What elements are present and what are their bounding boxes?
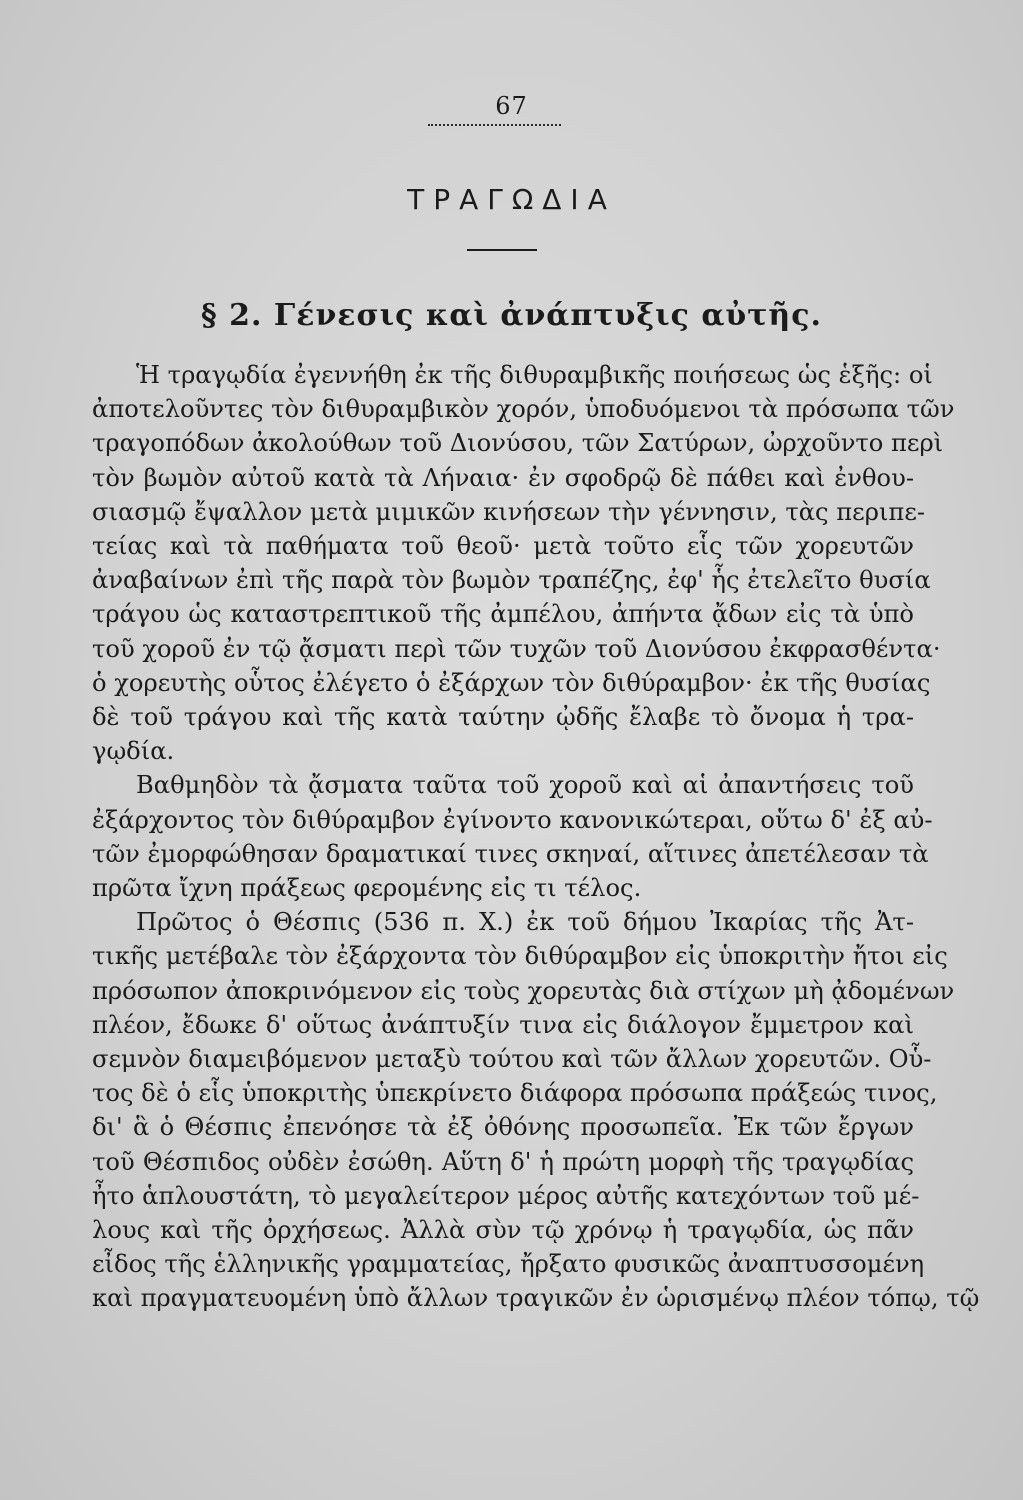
text-line: γῳδία. xyxy=(92,737,175,766)
text-line: ἀποτελοῦντες τὸν διθυραμβικὸν χορόν, ὑποδυόμενοι τὰ πρόσωπα τῶν xyxy=(92,395,955,424)
text-line: τῶν ἐμορφώθησαν δραματικαί τινες σκηναί, αἵτινες ἀπετέλεσαν τὰ xyxy=(92,839,929,868)
text-line: εἶδος τῆς ἑλληνικῆς γραμματείας, ἤρξατο φυσικῶς ἀναπτυσσομένη xyxy=(92,1250,925,1279)
text-line: τείας καὶ τὰ παθήματα τοῦ θεοῦ· μετὰ τοῦτο εἷς τῶν χορευτῶν xyxy=(92,532,914,561)
text-line: δὲ τοῦ τράγου καὶ τῆς κατὰ ταύτην ᾠδῆς ἔλαβε τὸ ὄνομα ἡ τρα- xyxy=(92,703,914,732)
body-text xyxy=(92,358,980,1316)
text-line: ἀναβαίνων ἐπὶ τῆς παρὰ τὸν βωμὸν τραπέζης, ἐφ' ἧς ἐτελεῖτο θυσία xyxy=(92,566,931,595)
text-line: ὁ χορευτὴς οὗτος ἐλέγετο ὁ ἐξάρχων τὸν διθύραμβον· ἐκ τῆς θυσίας xyxy=(92,668,931,697)
text-line: ἦτο ἁπλουστάτη, τὸ μεγαλείτερον μέρος αὐτῆς κατεχόντων τοῦ μέ- xyxy=(92,1181,920,1210)
text-line: Ἡ τραγῳδία ἐγεννήθη ἐκ τῆς διθυραμβικῆς ποιήσεως ὡς ἑξῆς: οἱ xyxy=(136,361,933,389)
text-line: τοῦ χοροῦ ἐν τῷ ᾄσματι περὶ τῶν τυχῶν τοῦ Διονύσου ἐκφρασθέντα· xyxy=(92,634,941,663)
text-line: σεμνὸν διαμειβόμενον μεταξὺ τούτου καὶ τῶν ἄλλων χορευτῶν. Οὗ- xyxy=(92,1045,932,1074)
section-heading: § 2. Γένεσις καὶ ἀνάπτυξις αὐτῆς. xyxy=(201,298,822,333)
text-line: ἐξάρχοντος τὸν διθύραμβον ἐγίνοντο κανονικώτεραι, οὕτω δ' ἐξ αὐ- xyxy=(92,805,933,834)
text-line: τραγοπόδων ἀκολούθων τοῦ Διονύσου, τῶν Σατύρων, ὠρχοῦντο περὶ xyxy=(92,429,944,458)
chapter-title: ΤΡΑΓΩΔΙΑ xyxy=(407,183,616,216)
text-line: τος δὲ ὁ εἷς ὑποκριτὴς ὑπεκρίνετο διάφορα πρόσωπα πράξεώς τινος, xyxy=(92,1079,938,1108)
text-line: πρῶτα ἴχνη πράξεως φερομένης εἰς τι τέλος. xyxy=(92,874,642,903)
text-line: Πρῶτος ὁ Θέσπις (536 π. Χ.) ἐκ τοῦ δήμου Ἰκαρίας τῆς Ἀτ- xyxy=(136,908,914,937)
text-line: τὸν βωμὸν αὐτοῦ κατὰ τὰ Λήναια· ἐν σφοδρῷ δὲ πάθει καὶ ἐνθου- xyxy=(92,463,914,492)
page-number: 67 xyxy=(495,92,528,120)
text-line: πλέον, ἔδωκε δ' οὕτως ἀνάπτυξίν τινα εἰς διάλογον ἔμμετρον καὶ xyxy=(92,1010,914,1039)
text-line: τοῦ Θέσπιδος οὐδὲν ἐσώθη. Αὕτη δ' ἡ πρώτη μορφὴ τῆς τραγῳδίας xyxy=(92,1147,914,1176)
title-divider xyxy=(467,249,537,251)
text-line: τικῆς μετέβαλε τὸν ἐξάρχοντα τὸν διθύραμβον εἰς ὑποκριτὴν ἤτοι εἰς xyxy=(92,942,948,971)
text-line: δι' ἃ ὁ Θέσπις ἐπενόησε τὰ ἐξ ὀθόνης προσωπεῖα. Ἐκ τῶν ἔργων xyxy=(92,1113,914,1142)
text-line: λους καὶ τῆς ὀρχήσεως. Ἀλλὰ σὺν τῷ χρόνῳ ἡ τραγῳδία, ὡς πᾶν xyxy=(92,1216,914,1245)
text-line: πρόσωπον ἀποκρινόμενον εἰς τοὺς χορευτὰς διὰ στίχων μὴ ᾀδομένων xyxy=(92,976,955,1005)
text-line: σιασμῷ ἔψαλλον μετὰ μιμικῶν κινήσεων τὴν γέννησιν, τὰς περιπε- xyxy=(92,497,926,526)
text-line: τράγου ὡς καταστρεπτικοῦ τῆς ἀμπέλου, ἀπήντα ᾄδων εἰς τὰ ὑπὸ xyxy=(92,600,914,629)
text-line: Βαθμηδὸν τὰ ᾄσματα ταῦτα τοῦ χοροῦ καὶ αἱ ἀπαντήσεις τοῦ xyxy=(136,771,914,800)
page-number-divider xyxy=(428,124,561,126)
text-line: καὶ πραγματευομένη ὑπὸ ἄλλων τραγικῶν ἐν ὡρισμένῳ πλέον τόπῳ, τῷ xyxy=(92,1284,980,1313)
